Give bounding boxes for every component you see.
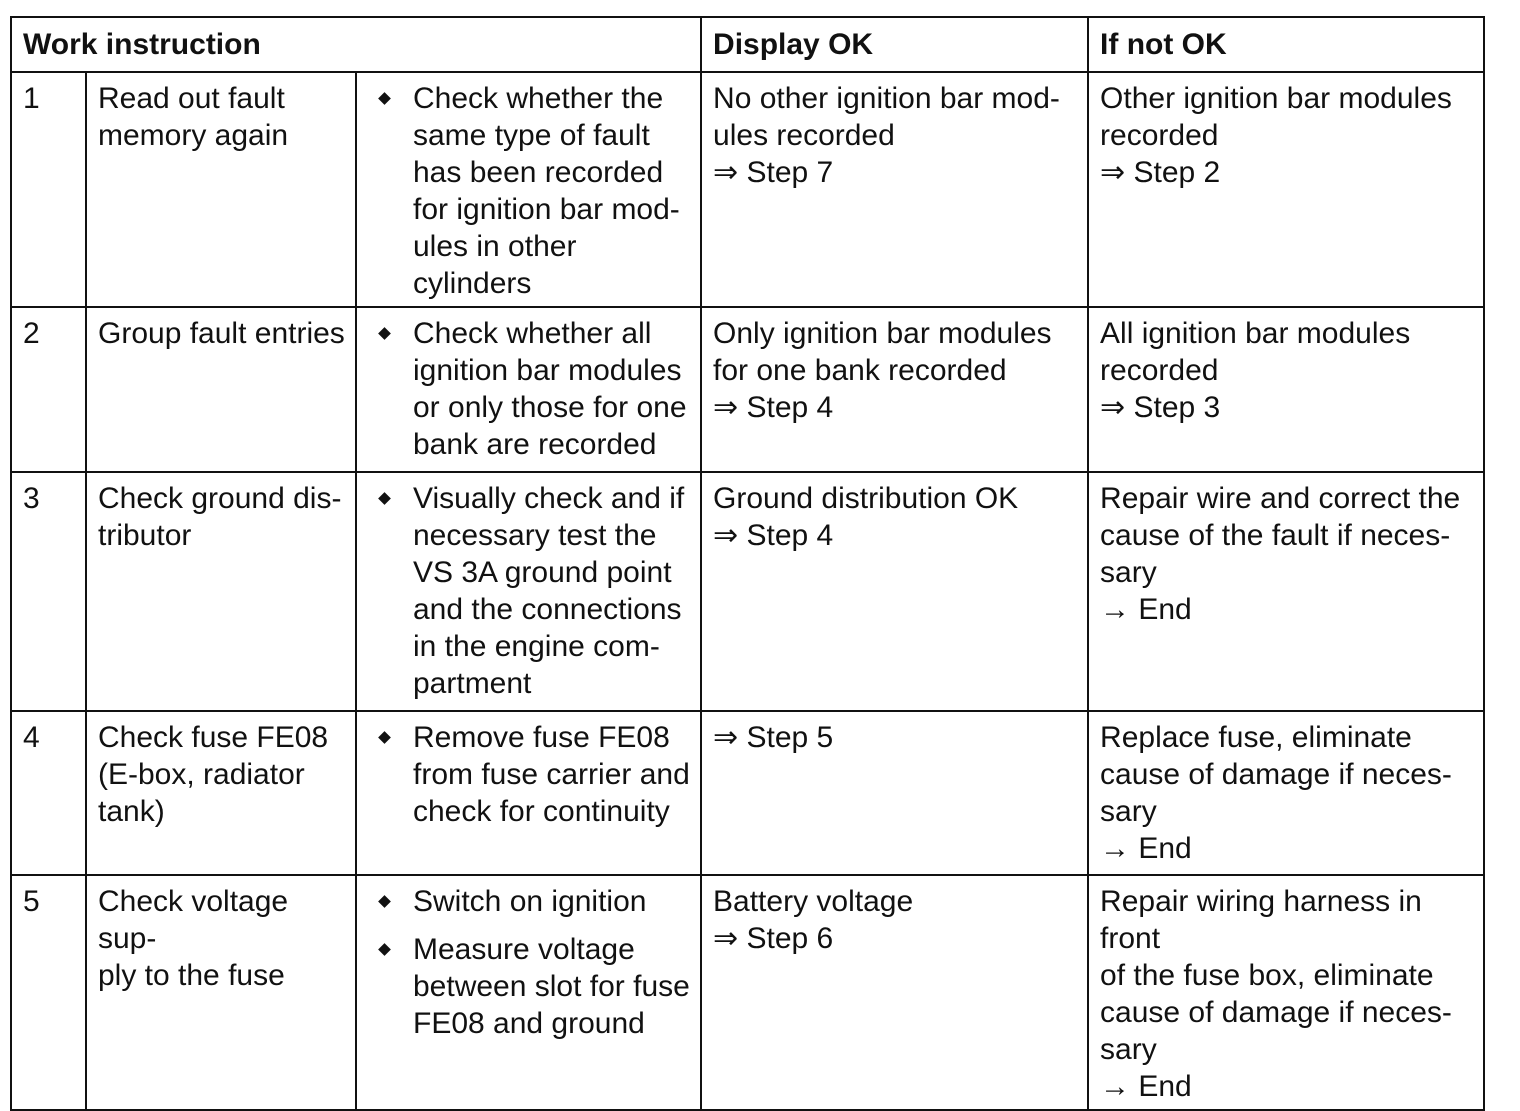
bullet-diamond-icon (378, 327, 391, 340)
header-if-not-ok: If not OK (1088, 17, 1484, 72)
if-not-ok-cell (1088, 875, 1484, 1110)
action-text: Measure voltage between slot for fuse FE08 and ground (413, 933, 690, 1040)
actions-cell (356, 72, 701, 307)
if-not-ok-text: Other ignition bar modules recorded ⇒ Step 2 (1100, 82, 1452, 189)
bullet-diamond-icon (378, 895, 391, 908)
task-text: Check fuse FE08 (E-box, radiator tank) (98, 721, 329, 828)
header-work-instruction: Work instruction (11, 17, 701, 72)
action-list (368, 315, 690, 463)
step-number: 4 (11, 711, 86, 875)
action-list (368, 80, 690, 302)
action-text: Switch on ignition (413, 885, 647, 918)
if-not-ok-text: All ignition bar modules recorded ⇒ Step 3 (1100, 317, 1411, 424)
table-row (11, 711, 1484, 875)
action-item (368, 883, 690, 920)
table-row (11, 472, 1484, 711)
task-text: Check voltage sup- ply to the fuse (98, 885, 289, 992)
step-number: 1 (11, 72, 86, 307)
task-cell (86, 72, 356, 307)
display-ok-cell (701, 472, 1088, 711)
actions-cell (356, 472, 701, 711)
bullet-diamond-icon (378, 92, 391, 105)
if-not-ok-text: Repair wiring harness in front of the fuse box, eliminate cause of damage if neces- sary → End (1100, 885, 1452, 1103)
actions-cell (356, 307, 701, 472)
display-ok-text: Battery voltage ⇒ Step 6 (713, 885, 914, 955)
display-ok-cell (701, 307, 1088, 472)
if-not-ok-cell (1088, 711, 1484, 875)
if-not-ok-cell (1088, 72, 1484, 307)
display-ok-cell (701, 711, 1088, 875)
action-item (368, 80, 690, 302)
header-row (11, 17, 1484, 72)
task-cell (86, 307, 356, 472)
bullet-diamond-icon (378, 731, 391, 744)
if-not-ok-cell (1088, 472, 1484, 711)
task-text: Read out fault memory again (98, 82, 289, 152)
if-not-ok-text: Replace fuse, eliminate cause of damage if neces- sary → End (1100, 721, 1452, 865)
task-cell (86, 711, 356, 875)
display-ok-cell (701, 875, 1088, 1110)
header-display-ok: Display OK (701, 17, 1088, 72)
task-text: Group fault entries (98, 317, 345, 350)
step-number: 5 (11, 875, 86, 1110)
actions-cell (356, 711, 701, 875)
task-cell (86, 472, 356, 711)
table-row (11, 307, 1484, 472)
bullet-diamond-icon (378, 943, 391, 956)
action-list (368, 719, 690, 830)
display-ok-text: No other ignition bar mod- ules recorded ⇒ Step 7 (713, 82, 1060, 189)
step-number: 2 (11, 307, 86, 472)
step-number: 3 (11, 472, 86, 711)
action-item (368, 480, 690, 702)
action-text: Check whether the same type of fault has been recorded for ignition bar mod- ules in other cylinders (413, 82, 680, 300)
display-ok-cell (701, 72, 1088, 307)
actions-cell (356, 875, 701, 1110)
display-ok-text: Ground distribution OK ⇒ Step 4 (713, 482, 1019, 552)
action-text: Visually check and if necessary test the VS 3A ground point and the connections in the engine com- partment (413, 482, 685, 700)
work-instruction-table (10, 16, 1485, 1111)
action-list (368, 480, 690, 702)
table-row (11, 875, 1484, 1110)
bullet-diamond-icon (378, 492, 391, 505)
action-item (368, 719, 690, 830)
table-row (11, 72, 1484, 307)
if-not-ok-text: Repair wire and correct the cause of the fault if neces- sary → End (1100, 482, 1461, 626)
display-ok-text: Only ignition bar modules for one bank recorded ⇒ Step 4 (713, 317, 1052, 424)
action-item (368, 931, 690, 1042)
task-cell (86, 875, 356, 1110)
task-text: Check ground dis- tributor (98, 482, 342, 552)
if-not-ok-cell (1088, 307, 1484, 472)
action-text: Remove fuse FE08 from fuse carrier and check for continuity (413, 721, 690, 828)
action-text: Check whether all ignition bar modules or only those for one bank are recorded (413, 317, 687, 461)
action-list (368, 883, 690, 1042)
action-item (368, 315, 690, 463)
display-ok-text: ⇒ Step 5 (713, 721, 834, 754)
